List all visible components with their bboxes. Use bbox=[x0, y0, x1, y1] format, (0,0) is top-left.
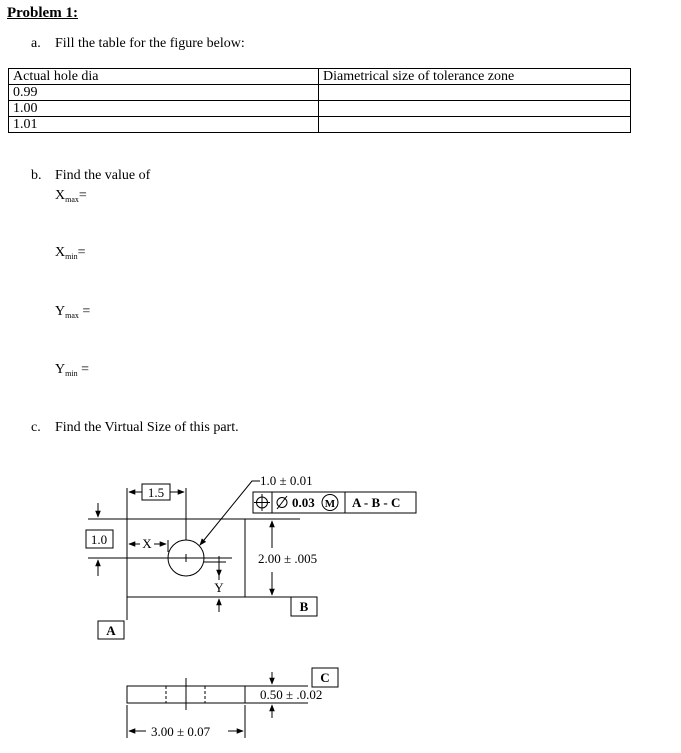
fcf-modifier: M bbox=[324, 498, 336, 510]
table-header-cell: Diametrical size of tolerance zone bbox=[319, 69, 631, 85]
part-a-text: Fill the table for the figure below: bbox=[55, 36, 245, 51]
part-b-marker: b. bbox=[31, 168, 42, 183]
xmax-label: $X_{max}=$ bbox=[55, 188, 87, 204]
leader-line bbox=[200, 481, 260, 545]
part-a-marker: a. bbox=[31, 36, 41, 51]
part-b-text: Find the value of bbox=[55, 168, 151, 183]
datum-b-label: B bbox=[299, 599, 309, 614]
basic-1-5-label: 1.5 bbox=[147, 485, 165, 500]
table-cell: 1.01 bbox=[9, 117, 319, 133]
dim-width-label: 3.00 ± 0.07 bbox=[151, 724, 211, 739]
basic-1-0-label: 1.0 bbox=[90, 532, 108, 547]
ymin-label: $Y_{min}$ = bbox=[55, 362, 89, 378]
fcf-datums: A - B - C bbox=[352, 495, 401, 510]
ymax-label: $Y_{max}$ = bbox=[55, 304, 91, 320]
dim-height-label: 2.00 ± .005 bbox=[258, 551, 318, 566]
label-x: X bbox=[142, 536, 152, 551]
xmin-label: $X_{min}=$ bbox=[55, 245, 86, 261]
fcf-tolerance: 0.03 bbox=[292, 495, 315, 510]
table-cell: 0.99 bbox=[9, 85, 319, 101]
part-c-marker: c. bbox=[31, 420, 41, 435]
table-cell: 1.00 bbox=[9, 101, 319, 117]
table-header-cell: Actual hole dia bbox=[9, 69, 319, 85]
datum-a-label: A bbox=[106, 623, 116, 638]
label-y: Y bbox=[214, 580, 224, 595]
part-c-text: Find the Virtual Size of this part. bbox=[55, 420, 239, 435]
datum-c-label: C bbox=[320, 670, 330, 685]
problem-title: Problem 1: bbox=[7, 5, 78, 21]
dim-thickness-label: 0.50 ± .0.02 bbox=[260, 687, 323, 702]
dim-top-label: 1.0 ± 0.01 bbox=[260, 473, 313, 488]
